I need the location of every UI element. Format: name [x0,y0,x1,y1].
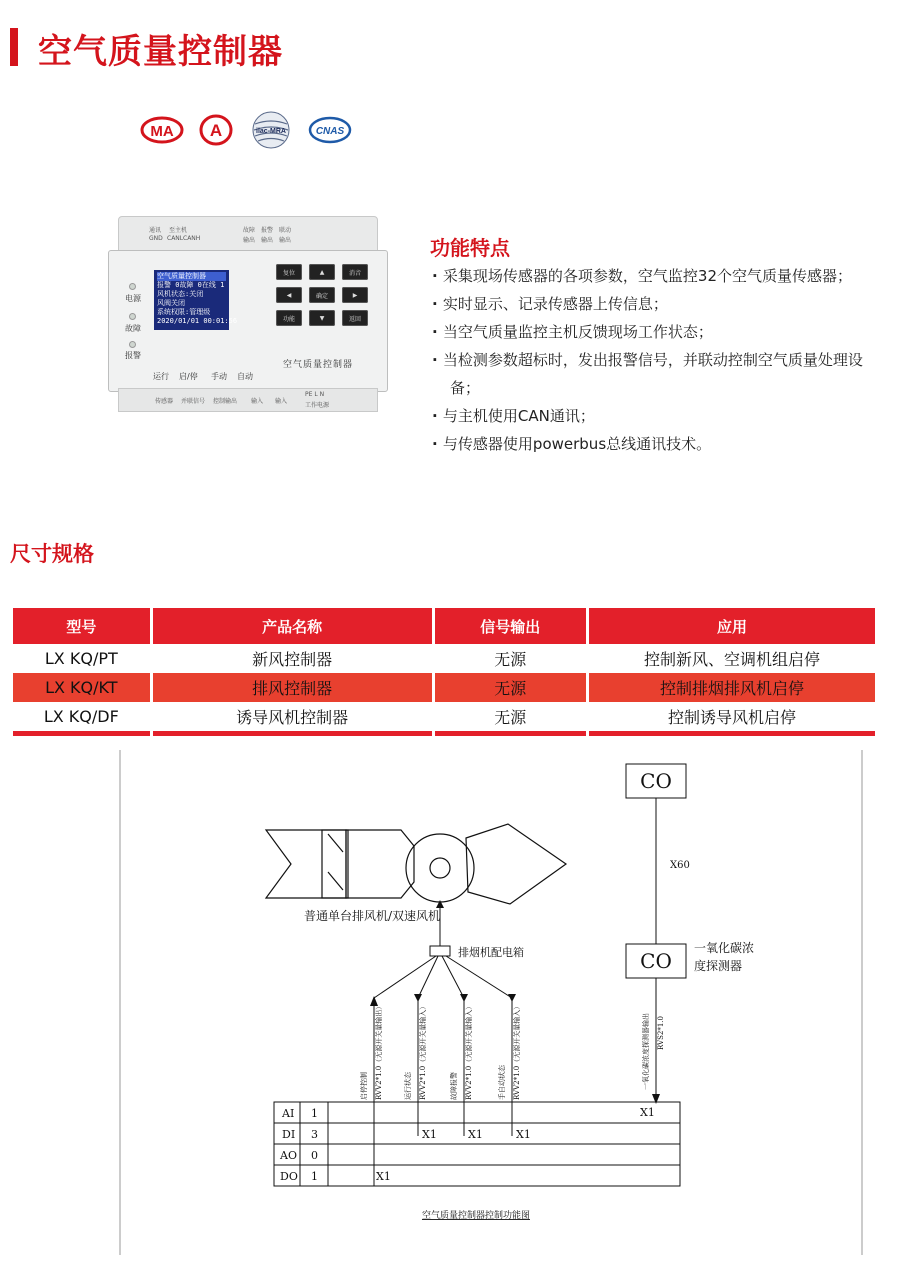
status-label: 手动 [211,372,227,381]
wire-signal-label: 手自动状态 [498,1065,506,1100]
terminal-label: 输出 [243,237,256,244]
terminal-label: 控制输出 [213,398,238,405]
lcd-line: 2020/01/01 00:01:56 [157,317,238,325]
feature-item: · 实时显示、记录传感器上传信息； [432,290,882,318]
back-key: 返回 [342,310,368,326]
table-cell: 无源 [435,673,586,702]
table-cell: 新风控制器 [252,650,333,669]
fan-unit-icon [266,824,566,904]
terminal-label: PE L N [305,391,325,398]
features-title: 功能特点 [430,236,510,260]
function-key: 功能 [276,310,302,326]
terminal-label: CANL [167,235,184,242]
right-key: ▶ [342,287,368,303]
left-key: ◀ [276,287,302,303]
led-label: 电源 [125,294,141,303]
table-cell: LX KQ/DF [13,702,150,736]
terminal-label: 工作电源 [305,402,330,409]
status-label: 启/停 [179,372,198,381]
table-cell: 控制诱导风机启停 [589,702,875,736]
arrow-icon [414,994,422,1002]
co-wire-label: 一氧化碳浓度探测器输出 [642,1013,650,1090]
device-name: 空气质量控制器 [283,360,354,370]
arrow-icon [508,994,516,1002]
device-photo [108,216,386,410]
header-cell: 信号输出 [435,608,586,644]
co-detector-label-2: 度探测器 [694,959,743,973]
mute-key: 消音 [342,264,368,280]
down-key: ▼ [309,310,335,326]
terminal-label: 并联信号 [181,398,206,405]
status-label: 自动 [237,372,253,381]
table-cell: 排风控制器 [153,673,432,702]
io-count: 1 [311,1107,318,1120]
lcd-line: 空气质量控制器 [157,272,226,281]
wire-signal-label: 运行状态 [404,1072,412,1100]
signal-wires [374,956,512,1136]
table-cell: 控制新风、空调机组启停 [643,650,820,669]
lcd-line: 风机状态:关闭 [157,290,204,298]
svg-text:ilac-MRA: ilac-MRA [256,128,286,135]
device-keypad [276,264,368,326]
table-cell: LX KQ/PT [44,649,118,668]
x1-label: X1 [376,1170,391,1183]
terminal-label: 输出 [279,237,292,244]
feature-item: · 当检测参数超标时，发出报警信号，并联动控制空气质量处理设备； [432,346,882,402]
table-cell: 控制排烟排风机启停 [589,673,875,702]
wire-cable-label: RVV2*1.0（无源开关量输入） [419,1002,427,1100]
wire-signal-label: 启停控制 [360,1072,368,1100]
cert-logos [140,112,352,148]
page-title: 空气质量控制器 [38,32,283,72]
lcd-line: 系统权限:管理级 [157,308,211,316]
led-label: 报警 [125,351,141,360]
terminal-label: 故障 [243,227,256,234]
table-row [13,673,875,702]
diagram-caption: 空气质量控制器控制功能图 [421,1211,531,1221]
terminal-label: CANH [183,235,201,242]
feature-item: · 采集现场传感器的各项参数，空气监控32个空气质量传感器； [432,262,882,290]
io-type: DI [282,1128,296,1141]
wire-cable-label: RVV2*1.0（无源开关量输入） [465,1002,473,1100]
cnas-logo [308,112,352,148]
svg-text:MA: MA [150,123,174,140]
terminal-label: 联动 [279,227,292,234]
title-accent-bar [10,28,18,66]
wire-cable-label: RVV2*1.0（无源开关量输入） [513,1002,521,1100]
table-cell: 无源 [435,702,586,736]
device-bottom-terminals [118,388,378,412]
ccc-logo [198,112,234,148]
wire-signal-label: 故障报警 [450,1072,458,1100]
control-diagram [118,750,866,1260]
specs-title: 尺寸规格 [10,542,94,566]
terminal-label: 通讯 [149,227,162,234]
svg-text:A: A [209,121,223,140]
co-label-top: CO [640,769,672,793]
io-count: 1 [311,1170,318,1183]
table-row [13,702,875,736]
io-type: AI [282,1107,295,1120]
table-cell: 诱导风机控制器 [153,702,432,736]
terminal-label: 输出 [261,237,274,244]
terminal-label: 输入 [275,398,288,405]
header-cell: 型号 [13,608,150,644]
feature-item: · 当空气质量监控主机反馈现场工作状态； [432,318,882,346]
confirm-key: 确定 [309,287,335,303]
distribution-box-icon [430,946,450,956]
fan-label: 普通单台排风机/双速风机 [304,909,441,923]
box-label: 排烟机配电箱 [458,946,524,959]
terminal-label: 传感器 [155,398,174,405]
terminal-label: GND [149,235,163,242]
x1-label: X1 [422,1128,437,1141]
cma-logo [140,112,184,148]
alarm-led-icon [129,341,136,348]
io-table [274,1102,680,1186]
ilac-mra-logo [248,112,294,148]
feature-item: · 与传感器使用powerbus总线通讯技术。 [432,430,882,458]
header-cell: 产品名称 [153,608,432,644]
io-type: DO [280,1170,298,1183]
arrow-icon [436,900,444,908]
fault-led-icon [129,313,136,320]
table-cell: LX KQ/KT [13,673,150,702]
feature-item: · 与主机使用CAN通讯； [432,402,882,430]
terminal-label: 至主机 [169,227,188,234]
terminal-label: 报警 [261,227,274,234]
lcd-line: 风阀关闭 [157,299,185,307]
x60-label: X60 [670,860,690,871]
features-list [432,262,882,458]
x1-label: X1 [468,1128,483,1141]
io-type: AO [280,1149,297,1162]
co-detector-label: 一氧化碳浓 [694,941,755,955]
io-count: 3 [311,1128,318,1141]
table-row [13,644,875,673]
device-lcd [154,270,238,330]
svg-text:CNAS: CNAS [315,126,345,137]
led-label: 故障 [125,324,141,333]
x1-label: X1 [640,1106,655,1119]
up-key: ▲ [309,264,335,280]
x1-label: X1 [516,1128,531,1141]
reset-key: 复位 [276,264,302,280]
co-label-bottom: CO [640,949,672,973]
table-cell: 无源 [494,650,527,669]
table-header-row [13,608,875,644]
lcd-line: 报警 0故障 0在线 1 [157,281,225,289]
spec-table [10,608,878,736]
co-cable-label: RVS2*1.0 [657,1016,665,1050]
io-count: 0 [311,1149,318,1162]
arrow-icon [460,994,468,1002]
status-label: 运行 [153,372,169,381]
wire-cable-label: RVV2*1.0（无源开关量输出） [375,1002,383,1100]
power-led-icon [129,283,136,290]
terminal-label: 输入 [251,398,264,405]
header-cell: 应用 [589,608,875,644]
